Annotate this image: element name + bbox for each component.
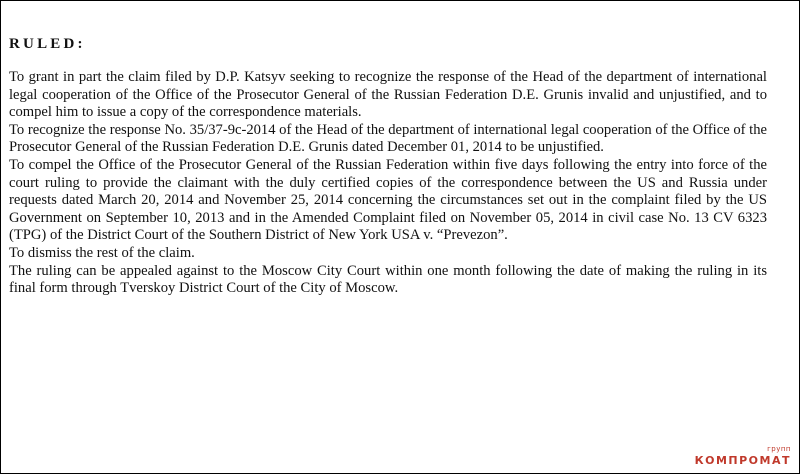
ruling-paragraph-compel-office: To compel the Office of the Prosecutor General of the Russian Federation within five days following the entry into force of the court ruling to provide the claimant with the duly certified copies of the correspondence between the US and Russia under requests dated March 20, 2014 and November 25, 2014 concerning the circumstances set out in the complaint filed by the US Government on September 10, 2013 and in the Amended Complaint filed on November 05, 2014 in civil case No. 13 CV 6323 (TPG) of the District Court of the Southern District of New York USA v. “Prevezon”.	[9, 156, 767, 244]
ruling-heading: RULED:	[9, 36, 86, 52]
ruling-paragraph-appeal: The ruling can be appealed against to the Moscow City Court within one month following the date of making the ruling in its final form through Tverskoy District Court of the City of Moscow.	[9, 262, 767, 297]
ruling-paragraph-grant-claim: To grant in part the claim filed by D.P. Katsyv seeking to recognize the response of the Head of the department of international legal cooperation of the Office of the Prosecutor General of the Russian Federation D.E. Grunis invalid and unjustified, and to compel him to issue a copy of the correspondence materials.	[9, 69, 767, 121]
watermark-small-text: групп	[767, 445, 791, 453]
ruling-paragraph-recognize-response: To recognize the response No. 35/37-9c-2014 of the Head of the department of international legal cooperation of the Office of the Prosecutor General of the Russian Federation D.E. Grunis dated December 01, 2014 to be unjustified.	[9, 121, 767, 156]
watermark-logo	[694, 445, 791, 467]
ruling-paragraph-dismiss: To dismiss the rest of the claim.	[9, 244, 195, 261]
watermark-main-text: КОМПРОМАТ	[694, 454, 791, 467]
ruling-body	[9, 69, 767, 298]
